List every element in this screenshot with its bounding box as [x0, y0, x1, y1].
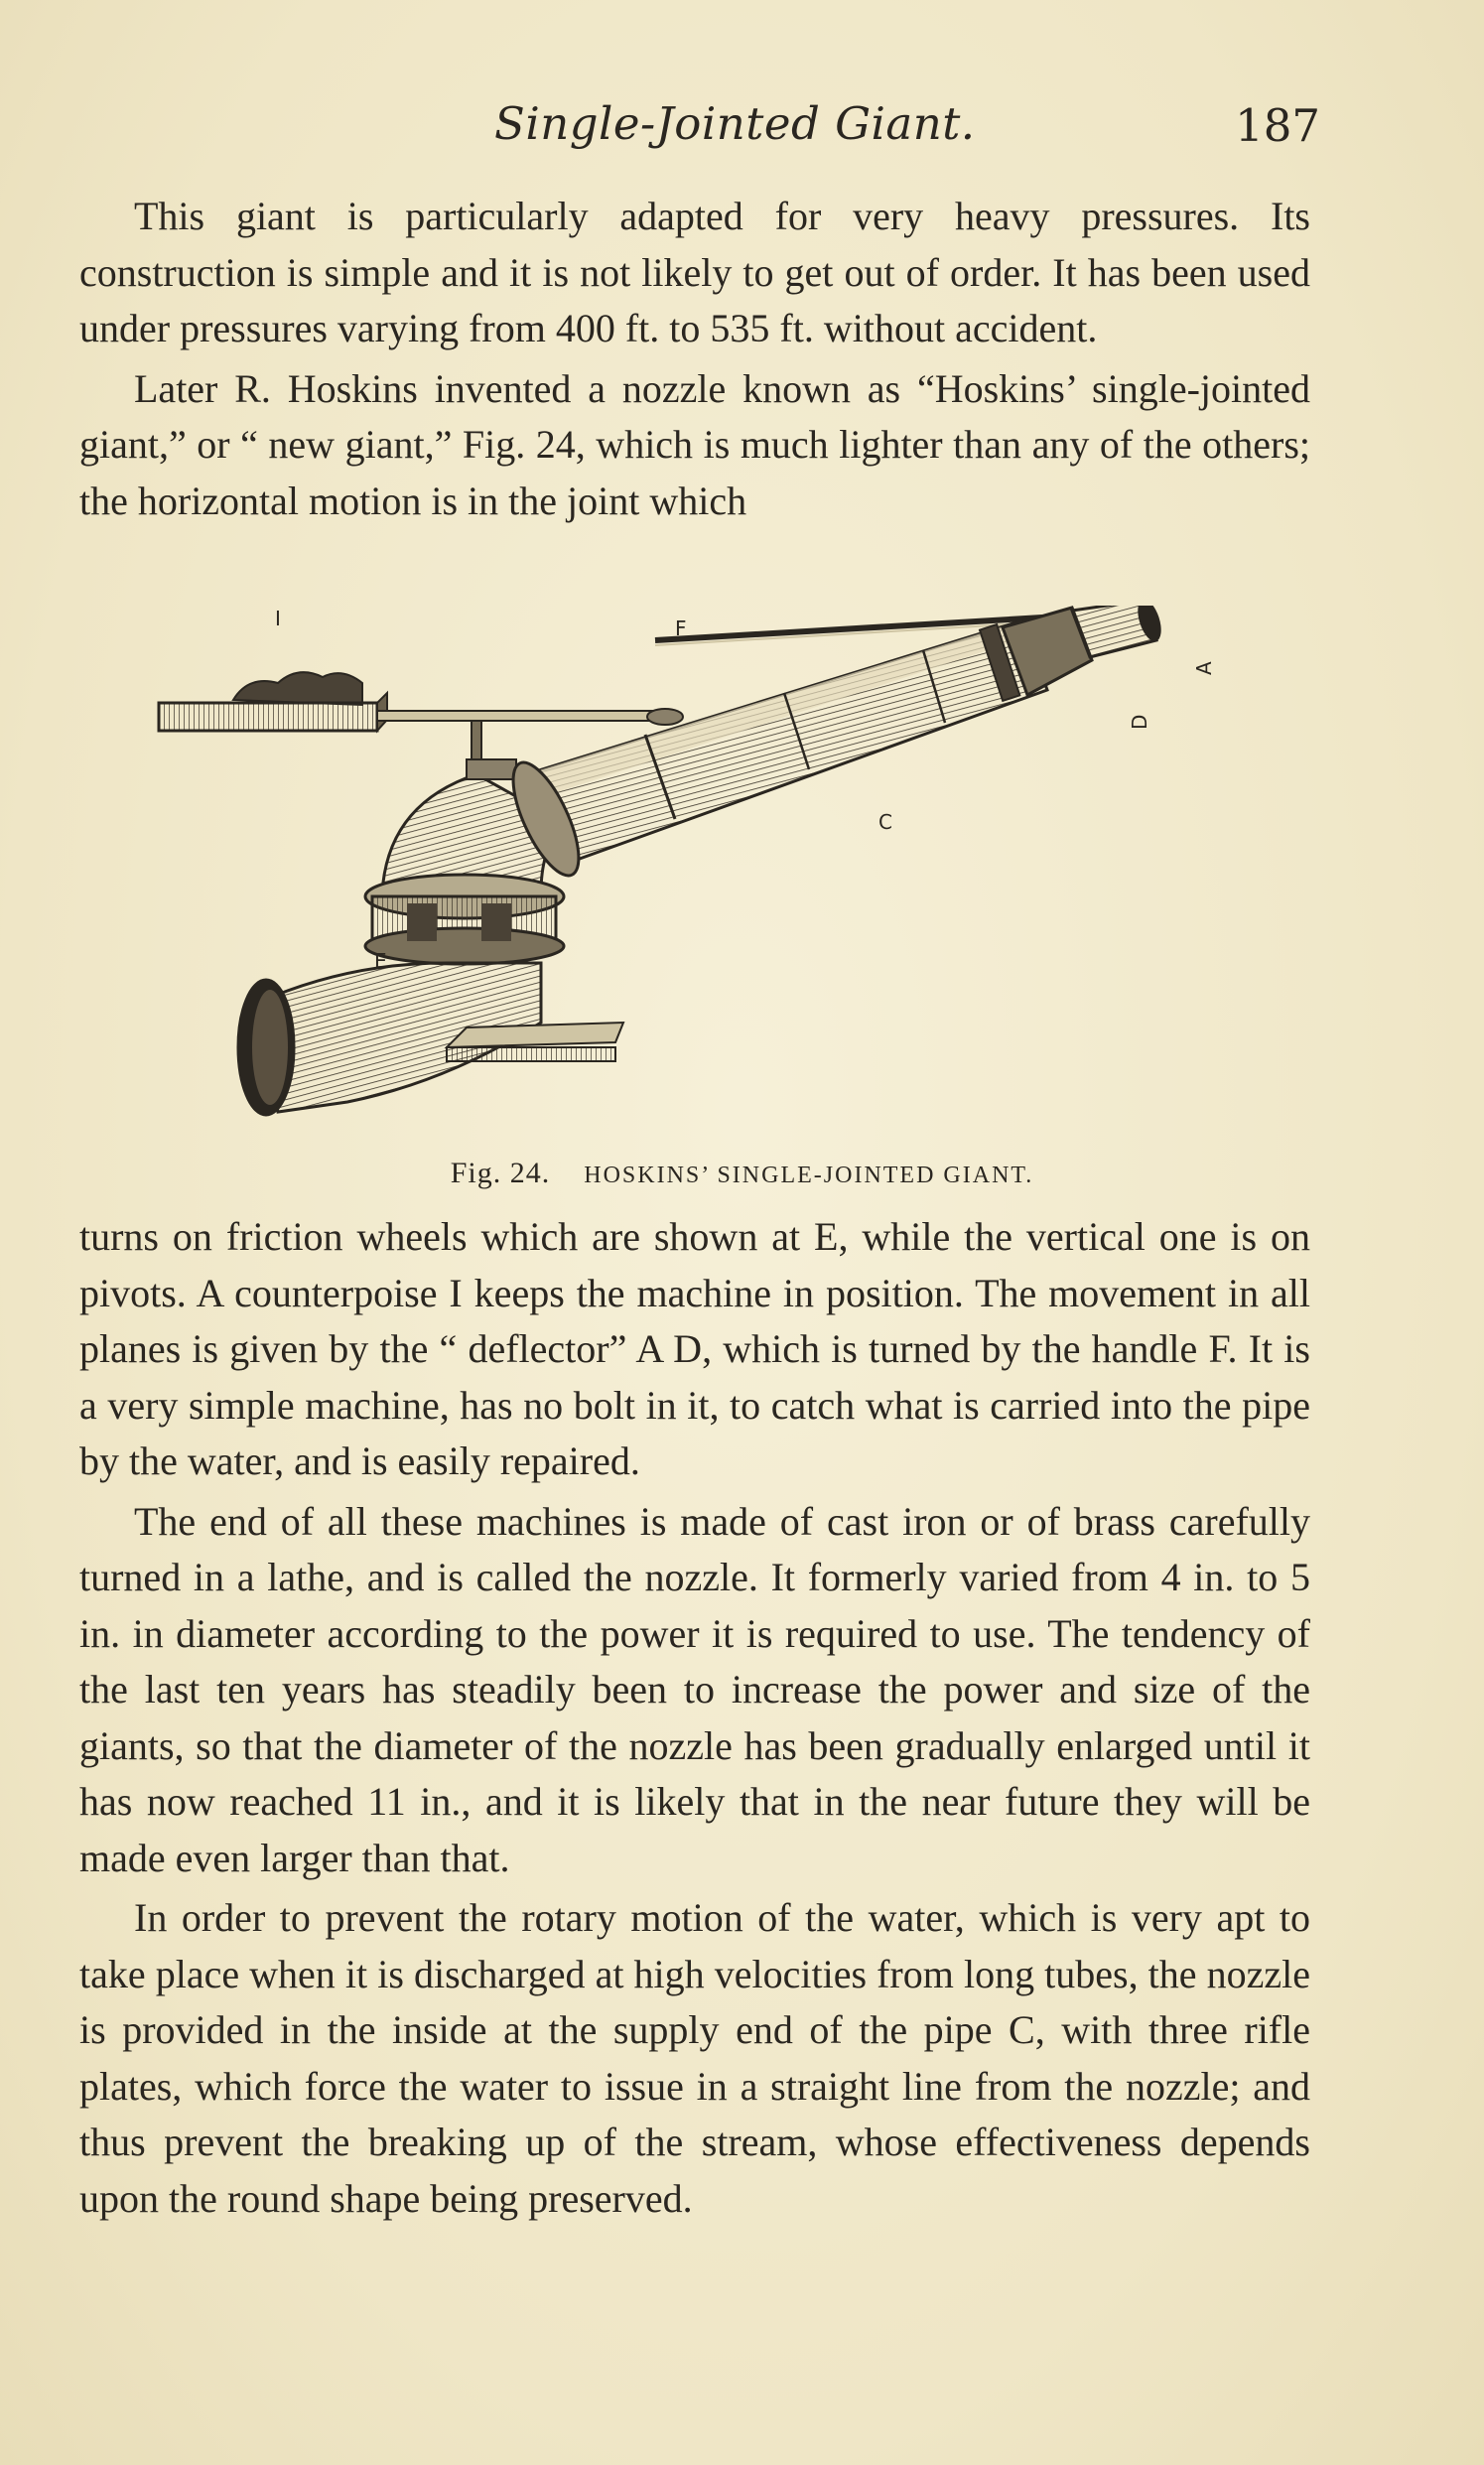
label-i: I	[275, 607, 281, 630]
label-d: D	[1128, 714, 1151, 730]
paragraph: Later R. Hoskins invented a nozzle known as “Hoskins’ single-jointed giant,” or “ new giant,” Fig. 24, which is much lighter than any of the others; the horizontal motion is in the joint which	[79, 365, 1310, 523]
text-block-bottom	[79, 1209, 1310, 2227]
caption-fig-number: Fig. 24.	[450, 1157, 551, 1189]
figure-caption	[0, 1157, 1484, 1190]
page-number: 187	[1235, 99, 1320, 152]
text-block-top	[79, 189, 1310, 529]
base-bend-e	[238, 963, 623, 1115]
label-f: F	[675, 616, 687, 640]
counterpoise-box	[159, 672, 387, 731]
paragraph: In order to prevent the rotary motion of the water, which is very apt to take place when it is discharged at high velocities from long tubes, the nozzle is provided in the inside at the supply end of the pipe C, with three rifle plates, which force the water to issue in a straight line from the nozzle; and thus prevent the breaking up of the stream, whose effectiveness depends upon the round shape being preserved.	[79, 1895, 1310, 2221]
caption-text: HOSKINS’ SINGLE-JOINTED GIANT.	[584, 1163, 1034, 1188]
paragraph: The end of all these machines is made of cast iron or of brass carefully turned in a lathe, and is called the nozzle. It formerly varied from 4 in. to 5 in. in diameter according to the power it is required to use. The tendency of the last ten years has steadily been to increase the power and size of the giants, so that the diameter of the nozzle has been gradually enlarged until it has now reached 11 in., and it is likely that in the near future they will be made even larger than that.	[79, 1498, 1310, 1880]
running-title: Single-Jointed Giant.	[494, 97, 976, 150]
pipe-c	[526, 620, 1047, 864]
giant-illustration	[149, 606, 1241, 1162]
paragraph: This giant is particularly adapted for very heavy pressures. Its construction is simple and it is not likely to get out of order. It has been used under pressures varying from 400 ft. to 535 ft. without accident.	[79, 194, 1310, 350]
page-header	[79, 97, 1320, 167]
label-e: E	[374, 949, 387, 973]
figure-hoskins-giant	[149, 606, 1241, 1162]
paragraph: turns on friction wheels which are shown at E, while the vertical one is on pivots. A counterpoise I keeps the machine in position. The movement in all planes is given by the “ deflector” A D, which is turned by the handle F. It is a very simple machine, has no bolt in it, to catch what is carried into the pipe by the water, and is easily repaired.	[79, 1214, 1310, 1483]
label-a: A	[1192, 661, 1216, 675]
label-c: C	[878, 810, 892, 834]
